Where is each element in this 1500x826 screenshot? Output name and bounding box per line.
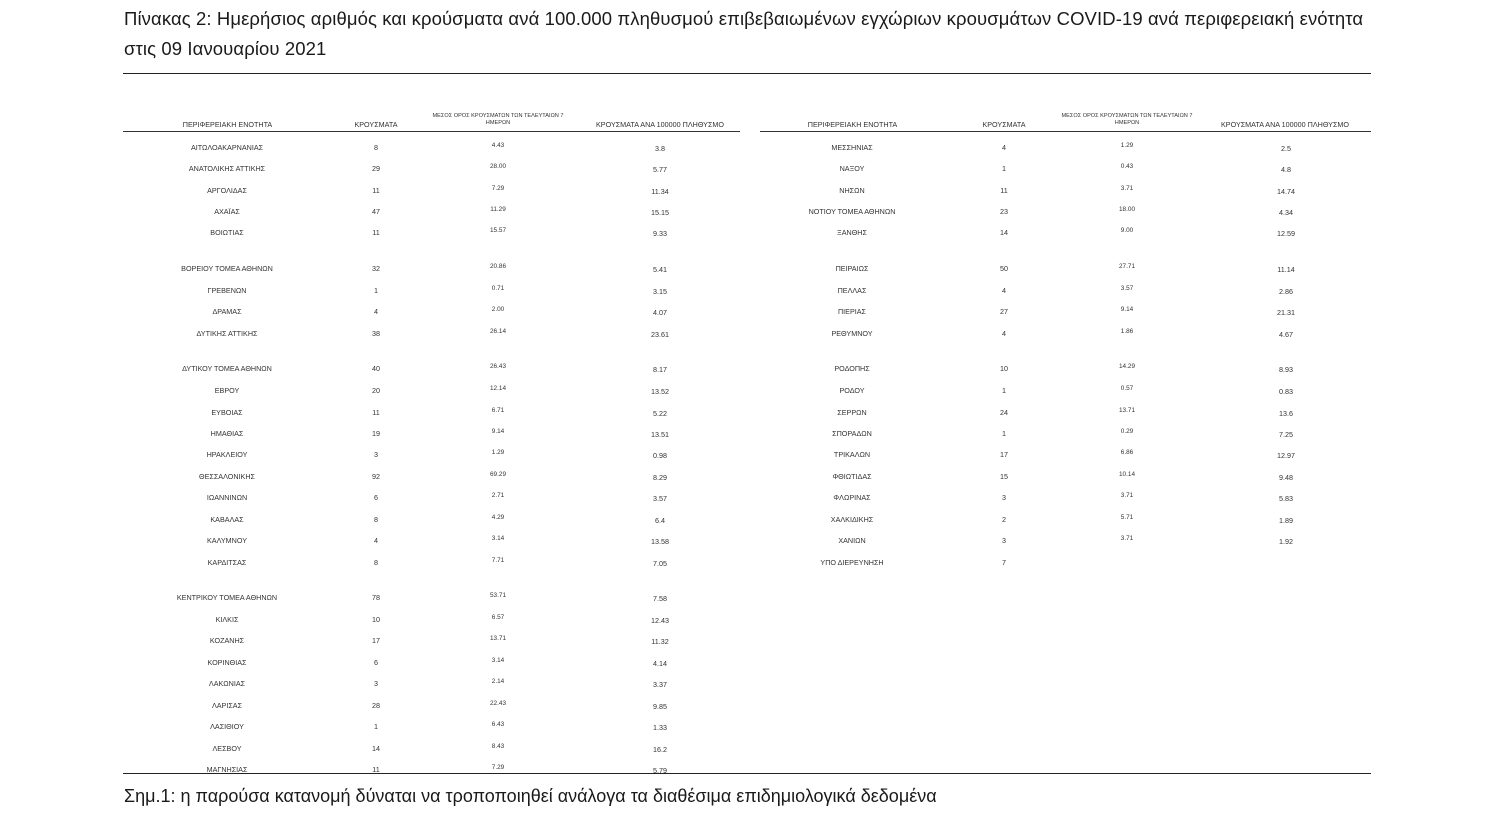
table-cell-left-cases: 14 bbox=[372, 744, 380, 753]
table-cell-left-per100k: 0.98 bbox=[653, 450, 667, 460]
header-region-right: ΠΕΡΙΦΕΡΕΙΑΚΗ ΕΝΟΤΗΤΑ bbox=[807, 120, 898, 129]
table-cell-right-per100k: 5.83 bbox=[1279, 493, 1293, 503]
table-cell-left-cases: 8 bbox=[374, 143, 378, 152]
table-cell-right-avg7: 6.86 bbox=[1120, 448, 1134, 456]
table-cell-left-avg7: 6.71 bbox=[491, 406, 505, 414]
table-cell-left-per100k: 1.33 bbox=[653, 722, 667, 732]
table-cell-right-per100k: 4.67 bbox=[1279, 329, 1293, 339]
table-cell-right-cases: 1 bbox=[1002, 386, 1006, 395]
table-cell-right-cases: 11 bbox=[1000, 186, 1008, 195]
table-cell-left-cases: 29 bbox=[372, 164, 380, 173]
table-cell-left-cases: 4 bbox=[374, 536, 378, 545]
table-cell-right-region: ΝΗΣΩΝ bbox=[839, 186, 865, 195]
table-cell-right-cases: 27 bbox=[1000, 307, 1008, 316]
table-title: Πίνακας 2: Ημερήσιος αριθμός και κρούσματα ανά 100.000 πληθυσμού επιβεβαιωμένων εγχώριων κρουσμάτων COVID-19 ανά περιφερειακή ενότητα στις 09 Ιανουαρίου 2021 bbox=[124, 8, 1364, 59]
table-cell-right-avg7: 0.57 bbox=[1120, 384, 1134, 392]
table-cell-left-cases: 11 bbox=[372, 765, 380, 774]
table-cell-right-avg7: 10.14 bbox=[1119, 470, 1135, 478]
table-cell-left-avg7: 12.14 bbox=[490, 384, 506, 392]
table-cell-left-avg7: 2.00 bbox=[491, 305, 505, 313]
table-cell-right-avg7: 9.14 bbox=[1120, 305, 1134, 313]
table-cell-right-region: ΦΘΙΩΤΙΔΑΣ bbox=[832, 472, 872, 481]
table-cell-left-region: ΓΡΕΒΕΝΩΝ bbox=[207, 286, 247, 295]
table-cell-left-region: ΔΡΑΜΑΣ bbox=[212, 307, 242, 316]
table-cell-left-per100k: 8.17 bbox=[653, 364, 667, 374]
table-cell-left-avg7: 26.43 bbox=[490, 362, 506, 370]
table-cell-right-region: ΦΛΩΡΙΝΑΣ bbox=[833, 493, 871, 502]
header-underline-left bbox=[123, 131, 740, 132]
table-cell-right-avg7: 3.71 bbox=[1120, 184, 1134, 192]
table-cell-right-region: ΠΕΙΡΑΙΩΣ bbox=[835, 264, 869, 273]
table-cell-right-per100k: 12.59 bbox=[1277, 228, 1295, 238]
table-cell-left-region: ΒΟΙΩΤΙΑΣ bbox=[210, 228, 244, 237]
table-cell-right-per100k: 12.97 bbox=[1277, 450, 1295, 460]
table-cell-left-per100k: 13.51 bbox=[651, 429, 669, 439]
table-cell-right-region: ΞΑΝΘΗΣ bbox=[837, 228, 867, 237]
table-cell-right-avg7: 1.29 bbox=[1120, 141, 1134, 149]
table-cell-left-per100k: 11.32 bbox=[651, 636, 669, 646]
table-cell-left-avg7: 28.00 bbox=[490, 162, 506, 170]
table-cell-left-region: ΔΥΤΙΚΟΥ ΤΟΜΕΑ ΑΘΗΝΩΝ bbox=[182, 364, 272, 373]
table-cell-left-cases: 40 bbox=[372, 364, 380, 373]
table-cell-right-cases: 3 bbox=[1002, 493, 1006, 502]
table-cell-left-cases: 8 bbox=[374, 515, 378, 524]
table-cell-left-per100k: 4.14 bbox=[653, 658, 667, 668]
table-cell-left-avg7: 7.29 bbox=[491, 184, 505, 192]
table-cell-right-cases: 50 bbox=[1000, 264, 1008, 273]
table-cell-right-region: ΧΑΝΙΩΝ bbox=[838, 536, 866, 545]
table-cell-left-per100k: 13.52 bbox=[651, 386, 669, 396]
table-cell-left-region: ΚΑΛΥΜΝΟΥ bbox=[207, 536, 247, 545]
table-cell-right-cases: 1 bbox=[1002, 164, 1006, 173]
table-cell-left-per100k: 12.43 bbox=[651, 615, 669, 625]
table-cell-left-region: ΛΑΡΙΣΑΣ bbox=[211, 701, 243, 710]
table-cell-left-cases: 11 bbox=[372, 408, 380, 417]
table-cell-left-avg7: 1.29 bbox=[491, 448, 505, 456]
table-cell-left-region: ΛΕΣΒΟΥ bbox=[212, 744, 242, 753]
table-cell-left-cases: 1 bbox=[374, 722, 378, 731]
table-cell-right-cases: 2 bbox=[1002, 515, 1006, 524]
table-cell-left-region: ΔΥΤΙΚΗΣ ΑΤΤΙΚΗΣ bbox=[196, 329, 258, 338]
table-cell-left-region: ΜΑΓΝΗΣΙΑΣ bbox=[206, 765, 248, 774]
table-cell-left-avg7: 8.43 bbox=[491, 742, 505, 750]
table-cell-left-avg7: 3.14 bbox=[491, 534, 505, 542]
table-cell-left-region: ΚΟΖΑΝΗΣ bbox=[209, 636, 245, 645]
table-cell-right-per100k: 7.25 bbox=[1279, 429, 1293, 439]
table-cell-left-cases: 10 bbox=[372, 615, 380, 624]
table-cell-left-cases: 92 bbox=[372, 472, 380, 481]
table-cell-left-avg7: 7.71 bbox=[491, 556, 505, 564]
table-cell-left-region: ΛΑΣΙΘΙΟΥ bbox=[210, 722, 244, 731]
table-cell-left-region: ΚΙΛΚΙΣ bbox=[215, 615, 239, 624]
table-cell-left-avg7: 20.86 bbox=[490, 262, 506, 270]
table-cell-left-region: ΚΑΡΔΙΤΣΑΣ bbox=[207, 558, 247, 567]
table-cell-left-per100k: 7.05 bbox=[653, 558, 667, 568]
table-cell-right-avg7: 3.71 bbox=[1120, 534, 1134, 542]
table-cell-left-region: ΒΟΡΕΙΟΥ ΤΟΜΕΑ ΑΘΗΝΩΝ bbox=[181, 264, 273, 273]
table-cell-left-per100k: 9.33 bbox=[653, 228, 667, 238]
table-cell-left-avg7: 3.14 bbox=[491, 656, 505, 664]
table-cell-left-per100k: 4.07 bbox=[653, 307, 667, 317]
table-cell-right-per100k: 9.48 bbox=[1279, 472, 1293, 482]
table-cell-left-cases: 6 bbox=[374, 493, 378, 502]
table-cell-left-region: ΛΑΚΩΝΙΑΣ bbox=[208, 679, 246, 688]
table-cell-right-region: ΥΠΟ ΔΙΕΡΕΥΝΗΣΗ bbox=[820, 558, 884, 567]
table-cell-left-avg7: 69.29 bbox=[490, 470, 506, 478]
table-cell-right-avg7: 14.29 bbox=[1119, 362, 1135, 370]
table-cell-right-avg7: 0.29 bbox=[1120, 427, 1134, 435]
header-cases-right: ΚΡΟΥΣΜΑΤΑ bbox=[982, 120, 1026, 129]
table-cell-right-region: ΡΟΔΟΠΗΣ bbox=[834, 364, 870, 373]
table-cell-left-cases: 3 bbox=[374, 679, 378, 688]
table-cell-left-per100k: 11.34 bbox=[651, 186, 669, 196]
table-cell-right-per100k: 13.6 bbox=[1279, 408, 1293, 418]
table-cell-left-region: ΚΕΝΤΡΙΚΟΥ ΤΟΜΕΑ ΑΘΗΝΩΝ bbox=[176, 593, 278, 602]
table-cell-left-region: ΘΕΣΣΑΛΟΝΙΚΗΣ bbox=[199, 472, 255, 481]
table-cell-right-per100k: 1.89 bbox=[1279, 515, 1293, 525]
table-cell-right-region: ΠΕΛΛΑΣ bbox=[837, 286, 867, 295]
table-cell-left-avg7: 4.43 bbox=[491, 141, 505, 149]
table-cell-right-cases: 4 bbox=[1002, 286, 1006, 295]
table-cell-right-cases: 15 bbox=[1000, 472, 1008, 481]
table-cell-right-cases: 24 bbox=[1000, 408, 1008, 417]
table-cell-left-avg7: 7.29 bbox=[491, 763, 505, 771]
header-per100k-right: ΚΡΟΥΣΜΑΤΑ ΑΝΑ 100000 ΠΛΗΘΥΣΜΟ bbox=[1221, 120, 1349, 129]
table-cell-left-cases: 1 bbox=[374, 286, 378, 295]
header-underline-right bbox=[760, 131, 1371, 132]
table-cell-left-avg7: 11.29 bbox=[490, 205, 506, 213]
table-cell-left-avg7: 0.71 bbox=[491, 284, 505, 292]
table-cell-right-region: ΠΙΕΡΙΑΣ bbox=[837, 307, 867, 316]
table-cell-right-cases: 10 bbox=[1000, 364, 1008, 373]
table-cell-right-per100k: 0.83 bbox=[1279, 386, 1293, 396]
table-cell-left-avg7: 13.71 bbox=[490, 634, 506, 642]
table-cell-right-cases: 14 bbox=[1000, 228, 1008, 237]
header-avg7-right: ΜΕΣΟΣ ΟΡΟΣ ΚΡΟΥΣΜΑΤΩΝ ΤΩΝ ΤΕΛΕΥΤΑΙΩΝ 7 ΗΜΕΡΩΝ bbox=[1061, 113, 1193, 126]
table-cell-left-cases: 8 bbox=[374, 558, 378, 567]
table-cell-right-avg7: 18.00 bbox=[1119, 205, 1135, 213]
table-cell-left-cases: 11 bbox=[372, 228, 380, 237]
header-avg7-left: ΜΕΣΟΣ ΟΡΟΣ ΚΡΟΥΣΜΑΤΩΝ ΤΩΝ ΤΕΛΕΥΤΑΙΩΝ 7 ΗΜΕΡΩΝ bbox=[432, 113, 564, 126]
header-region-left: ΠΕΡΙΦΕΡΕΙΑΚΗ ΕΝΟΤΗΤΑ bbox=[182, 120, 273, 129]
table-cell-right-region: ΝΟΤΙΟΥ ΤΟΜΕΑ ΑΘΗΝΩΝ bbox=[808, 207, 896, 216]
table-cell-left-per100k: 5.41 bbox=[653, 264, 667, 274]
table-cell-right-region: ΣΠΟΡΑΔΩΝ bbox=[832, 429, 872, 438]
table-cell-right-region: ΝΑΞΟΥ bbox=[839, 164, 865, 173]
table-cell-left-avg7: 2.71 bbox=[491, 491, 505, 499]
table-cell-left-per100k: 9.85 bbox=[653, 701, 667, 711]
table-cell-left-region: ΑΙΤΩΛΟΑΚΑΡΝΑΝΙΑΣ bbox=[190, 143, 264, 152]
table-cell-left-per100k: 23.61 bbox=[651, 329, 669, 339]
table-cell-left-per100k: 7.58 bbox=[653, 593, 667, 603]
bottom-rule bbox=[123, 773, 1371, 774]
table-cell-left-avg7: 22.43 bbox=[490, 699, 506, 707]
table-cell-left-cases: 17 bbox=[372, 636, 380, 645]
table-cell-right-avg7: 13.71 bbox=[1119, 406, 1135, 414]
header-cases-left: ΚΡΟΥΣΜΑΤΑ bbox=[354, 120, 398, 129]
table-cell-right-per100k: 4.34 bbox=[1279, 207, 1293, 217]
table-cell-left-per100k: 5.77 bbox=[653, 164, 667, 174]
table-cell-left-cases: 11 bbox=[372, 186, 380, 195]
table-cell-right-region: ΡΕΘΥΜΝΟΥ bbox=[831, 329, 873, 338]
table-cell-right-cases: 4 bbox=[1002, 329, 1006, 338]
table-cell-right-per100k: 8.93 bbox=[1279, 364, 1293, 374]
table-cell-left-region: ΕΒΡΟΥ bbox=[214, 386, 240, 395]
table-cell-left-avg7: 53.71 bbox=[490, 591, 506, 599]
footnote: Σημ.1: η παρούσα κατανομή δύναται να τροποποιηθεί ανάλογα τα διαθέσιμα επιδημιολογικά δεδομένα bbox=[124, 786, 937, 806]
table-cell-right-avg7: 0.43 bbox=[1120, 162, 1134, 170]
table-cell-left-region: ΑΧΑΪΑΣ bbox=[214, 207, 240, 216]
table-cell-left-avg7: 2.14 bbox=[491, 677, 505, 685]
table-cell-right-avg7: 9.00 bbox=[1120, 226, 1134, 234]
table-cell-left-avg7: 26.14 bbox=[490, 327, 506, 335]
table-cell-left-per100k: 8.29 bbox=[653, 472, 667, 482]
table-cell-right-region: ΤΡΙΚΑΛΩΝ bbox=[833, 450, 871, 459]
table-cell-right-per100k: 11.14 bbox=[1277, 264, 1295, 274]
table-cell-left-per100k: 6.4 bbox=[655, 515, 665, 525]
table-cell-left-cases: 19 bbox=[372, 429, 380, 438]
table-cell-left-per100k: 16.2 bbox=[653, 744, 667, 754]
table-cell-right-avg7: 5.71 bbox=[1120, 513, 1134, 521]
table-cell-left-per100k: 3.8 bbox=[655, 143, 665, 153]
table-cell-left-per100k: 5.79 bbox=[653, 765, 667, 775]
table-cell-right-per100k: 4.8 bbox=[1281, 164, 1291, 174]
table-cell-right-cases: 17 bbox=[1000, 450, 1008, 459]
table-cell-left-per100k: 13.58 bbox=[651, 536, 669, 546]
table-cell-right-per100k: 14.74 bbox=[1277, 186, 1295, 196]
table-cell-right-cases: 7 bbox=[1002, 558, 1006, 567]
table-cell-right-per100k: 2.86 bbox=[1279, 286, 1293, 296]
table-cell-left-avg7: 6.57 bbox=[491, 613, 505, 621]
table-cell-left-region: ΑΡΓΟΛΙΔΑΣ bbox=[207, 186, 247, 195]
header-per100k-left: ΚΡΟΥΣΜΑΤΑ ΑΝΑ 100000 ΠΛΗΘΥΣΜΟ bbox=[596, 120, 724, 129]
table-cell-left-cases: 6 bbox=[374, 658, 378, 667]
table-cell-left-cases: 28 bbox=[372, 701, 380, 710]
table-cell-right-avg7: 3.57 bbox=[1120, 284, 1134, 292]
table-cell-left-avg7: 4.29 bbox=[491, 513, 505, 521]
table-cell-right-region: ΜΕΣΣΗΝΙΑΣ bbox=[831, 143, 873, 152]
table-cell-left-avg7: 9.14 bbox=[491, 427, 505, 435]
table-cell-left-per100k: 3.37 bbox=[653, 679, 667, 689]
table-cell-right-avg7: 27.71 bbox=[1119, 262, 1135, 270]
table-cell-right-avg7: 3.71 bbox=[1120, 491, 1134, 499]
table-cell-right-region: ΣΕΡΡΩΝ bbox=[837, 408, 867, 417]
table-cell-left-cases: 78 bbox=[372, 593, 380, 602]
table-cell-right-cases: 3 bbox=[1002, 536, 1006, 545]
table-cell-left-cases: 4 bbox=[374, 307, 378, 316]
table-cell-left-region: ΗΜΑΘΙΑΣ bbox=[210, 429, 244, 438]
table-cell-left-cases: 32 bbox=[372, 264, 380, 273]
table-cell-right-avg7: 1.86 bbox=[1120, 327, 1134, 335]
table-cell-left-avg7: 15.57 bbox=[490, 226, 506, 234]
table-cell-left-region: ΕΥΒΟΙΑΣ bbox=[211, 408, 243, 417]
table-cell-left-region: ΑΝΑΤΟΛΙΚΗΣ ΑΤΤΙΚΗΣ bbox=[188, 164, 266, 173]
table-cell-right-cases: 4 bbox=[1002, 143, 1006, 152]
table-cell-left-region: ΚΟΡΙΝΘΙΑΣ bbox=[207, 658, 247, 667]
table-cell-right-cases: 1 bbox=[1002, 429, 1006, 438]
table-cell-left-region: ΙΩΑΝΝΙΝΩΝ bbox=[206, 493, 248, 502]
table-cell-left-cases: 20 bbox=[372, 386, 380, 395]
table-cell-right-region: ΧΑΛΚΙΔΙΚΗΣ bbox=[830, 515, 874, 524]
table-cell-left-per100k: 5.22 bbox=[653, 408, 667, 418]
table-cell-left-cases: 3 bbox=[374, 450, 378, 459]
table-cell-left-per100k: 3.57 bbox=[653, 493, 667, 503]
top-rule bbox=[123, 73, 1371, 74]
table-cell-left-cases: 47 bbox=[372, 207, 380, 216]
table-cell-right-per100k: 1.92 bbox=[1279, 536, 1293, 546]
table-cell-right-region: ΡΟΔΟΥ bbox=[839, 386, 865, 395]
table-cell-left-avg7: 6.43 bbox=[491, 720, 505, 728]
table-cell-left-per100k: 3.15 bbox=[653, 286, 667, 296]
table-cell-right-per100k: 2.5 bbox=[1281, 143, 1291, 153]
table-cell-left-region: ΗΡΑΚΛΕΙΟΥ bbox=[206, 450, 248, 459]
table-cell-left-per100k: 15.15 bbox=[651, 207, 669, 217]
table-cell-left-region: ΚΑΒΑΛΑΣ bbox=[210, 515, 244, 524]
table-cell-right-cases: 23 bbox=[1000, 207, 1008, 216]
table-cell-left-cases: 38 bbox=[372, 329, 380, 338]
table-cell-right-per100k: 21.31 bbox=[1277, 307, 1295, 317]
